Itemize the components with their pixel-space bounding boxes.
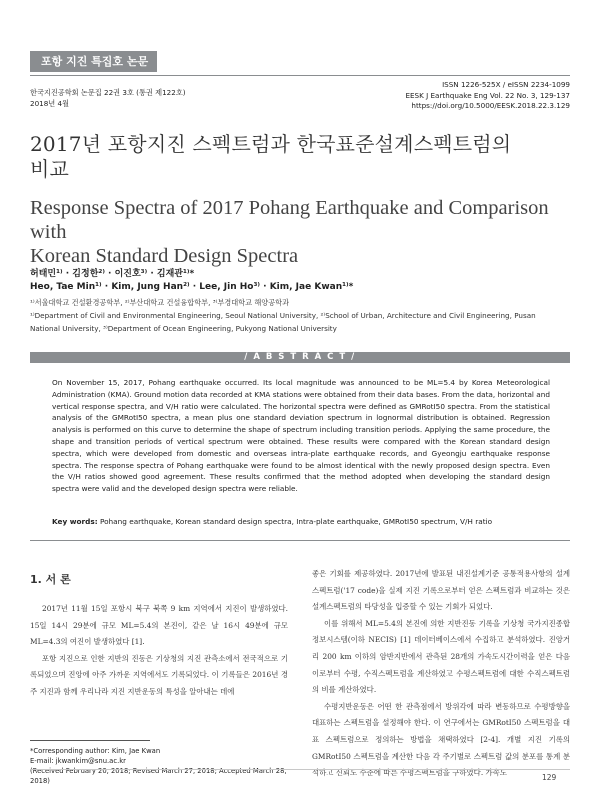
keywords <box>52 516 550 527</box>
affiliation-ko: ¹⁾서울대학교 건설환경공학부, ²⁾부산대학교 건설융합학부, ³⁾부경대학교 해양공학과 <box>30 298 290 307</box>
journal-name-ko: 한국지진공학회 논문집 22권 3호 (통권 제122호) <box>30 88 186 97</box>
header-divider <box>30 75 570 76</box>
abstract-heading-bar <box>30 352 570 363</box>
author-email[interactable]: E-mail: jkwankim@snu.ac.kr <box>30 757 126 765</box>
corresponding-author: *Corresponding author: Kim, Jae Kwan <box>30 747 161 755</box>
authors-korean: 허태민¹⁾ · 김정한²⁾ · 이진호³⁾ · 김재관¹⁾* <box>30 269 195 279</box>
journal-name-en: EESK J Earthquake Eng Vol. 22 No. 3, 129-137 <box>405 90 570 100</box>
journal-info-en <box>300 80 570 112</box>
issue-date: 2018년 4월 <box>30 98 70 108</box>
title-en-line1: Response Spectra of 2017 Pohang Earthquake and Comparison with <box>30 197 549 243</box>
title-en-line2: Korean Standard Design Spectra <box>30 245 299 267</box>
issn: ISSN 1226-525X / eISSN 2234-1099 <box>442 80 570 89</box>
body-left-column <box>30 601 288 701</box>
abstract-heading: / A B S T R A C T / <box>244 352 356 362</box>
body-right-column <box>312 566 570 782</box>
special-issue-tag: 포항 지진 특집호 논문 <box>30 51 157 72</box>
section-heading-introduction: 1. 서 론 <box>30 573 71 586</box>
abstract-text: On November 15, 2017, Pohang earthquake occurred. Its local magnitude was announced to be ML=5.4 by Korea Meteorological Administration (KMA). Ground motion data recorded at KMA stations were obtained from their data bases. From the data, horizontal and vertical response spectra, and V/H ratio were calculated. The horizontal spectra were defined as GMRotI50 spectra. From the statistical analysis of the GMRotI50 spectra, a mean plus one standard deviation spectrum in lognormal distribution is obtained. Regression analysis is performed on this curve to determine the shape of spectrum including transition periods. Applying the same procedure, the shape and transition periods of vertical spectrum were obtained. These results were compared with the Korean standard design spectra, which were developed from domestic and overseas intra-plate earthquake records, and Gyeongju earthquake response spectra. The response spectra of Pohang earthquake were found to be almost identical with the newly proposed design spectra. Even the V/H ratios showed good agreement. These results confirmed that the method adopted when developing the standard design spectra were valid and the developed design spectra were reliable. <box>52 378 550 494</box>
page-number: 129 <box>542 773 557 782</box>
doi-link[interactable]: https://doi.org/10.5000/EESK.2018.22.3.129 <box>411 101 570 110</box>
authors-english: Heo, Tae Min¹⁾ · Kim, Jung Han²⁾ · Lee, Jin Ho³⁾ · Kim, Jae Kwan¹⁾* <box>30 282 354 292</box>
paragraph: 좋은 기회를 제공하였다. 2017년에 발표된 내진설계기준 공통적용사항의 설계스펙트럼('17 code)을 실제 지진 기록으로부터 얻은 스펙트럼과 비교하는 것은 설계스펙트럼의 타당성을 입증할 수 있는 기회가 되었다. <box>312 569 570 612</box>
affiliations <box>30 296 575 335</box>
paragraph: 포항 지진으로 인한 지반의 진동은 기상청의 지진 관측소에서 전국적으로 기록되었으며 진앙에 아주 가까운 지역에서도 기록되었다. 이 기록들은 2016년 경주 지진과 함께 우리나라 지진 지반운동의 특성을 알아내는 데에 <box>30 653 288 696</box>
title-ko-line2: 비교 <box>30 157 70 181</box>
title-english <box>30 196 575 268</box>
title-korean <box>30 132 575 182</box>
abstract-divider <box>30 540 570 541</box>
affiliation-en-1: ¹⁾Department of Civil and Environmental Engineering, Seoul National University, ²⁾School of Urban, Architecture and Civil Engineering, Pusan <box>30 311 536 320</box>
footnote-divider <box>30 740 150 741</box>
keywords-list: Pohang earthquake, Korean standard design spectra, Intra-plate earthquake, GMRotI50 spectrum, V/H ratio <box>99 517 493 526</box>
affiliation-en-2: National University, ³⁾Department of Ocean Engineering, Pukyong National University <box>30 324 337 333</box>
paragraph: 2017년 11월 15일 포항시 북구 북쪽 9 km 지역에서 지진이 발생하였다. 15일 14시 29분에 규모 ML=5.4의 본진이, 같은 날 16시 49분에 규모 ML=4.3의 여진이 발생하였다 [1]. <box>30 604 288 647</box>
footnote <box>30 746 288 786</box>
paragraph: 이를 위해서 ML=5.4의 본진에 의한 지반진동 기록을 기상청 국가지진종합정보시스템(이하 NECIS) [1] 데이터베이스에서 수집하고 분석하였다. 진앙거리 200 km 이하의 암반지반에서 관측된 28개의 가속도시간이력을 얻은 다음 이로부터 수평, 수직스펙트럼을 계산하였고 수평스펙트럼에 대한 수직스펙트럼의 비를 계산하였다. <box>312 618 570 695</box>
keywords-label: Key words: <box>52 517 98 526</box>
received-dates: (Received February 20, 2018; Revised March 27, 2018; Accepted March 28, 2018) <box>30 767 287 785</box>
title-ko-line1: 2017년 포항지진 스펙트럼과 한국표준설계스펙트럼의 <box>30 132 512 156</box>
page-footer-divider <box>30 769 570 770</box>
journal-info-ko <box>30 88 186 109</box>
paragraph: 수평지반운동은 어떤 한 관측점에서 방위각에 따라 변동하므로 수평방향을 대표하는 스펙트럼을 설정해야 한다. 이 연구에서는 GMRotI50 스펙트럼을 대표 스펙트럼으로 정의하는 방법을 채택하였다 [2-4]. 개별 지진 기록의 GMRotI50 스펙트럼을 계산한 다음 각 주기별로 스펙트럼 값의 분포를 통계 분석하고 신뢰도 수준에 따른 수평스펙트럼을 구하였다. 가속도 <box>312 701 570 778</box>
